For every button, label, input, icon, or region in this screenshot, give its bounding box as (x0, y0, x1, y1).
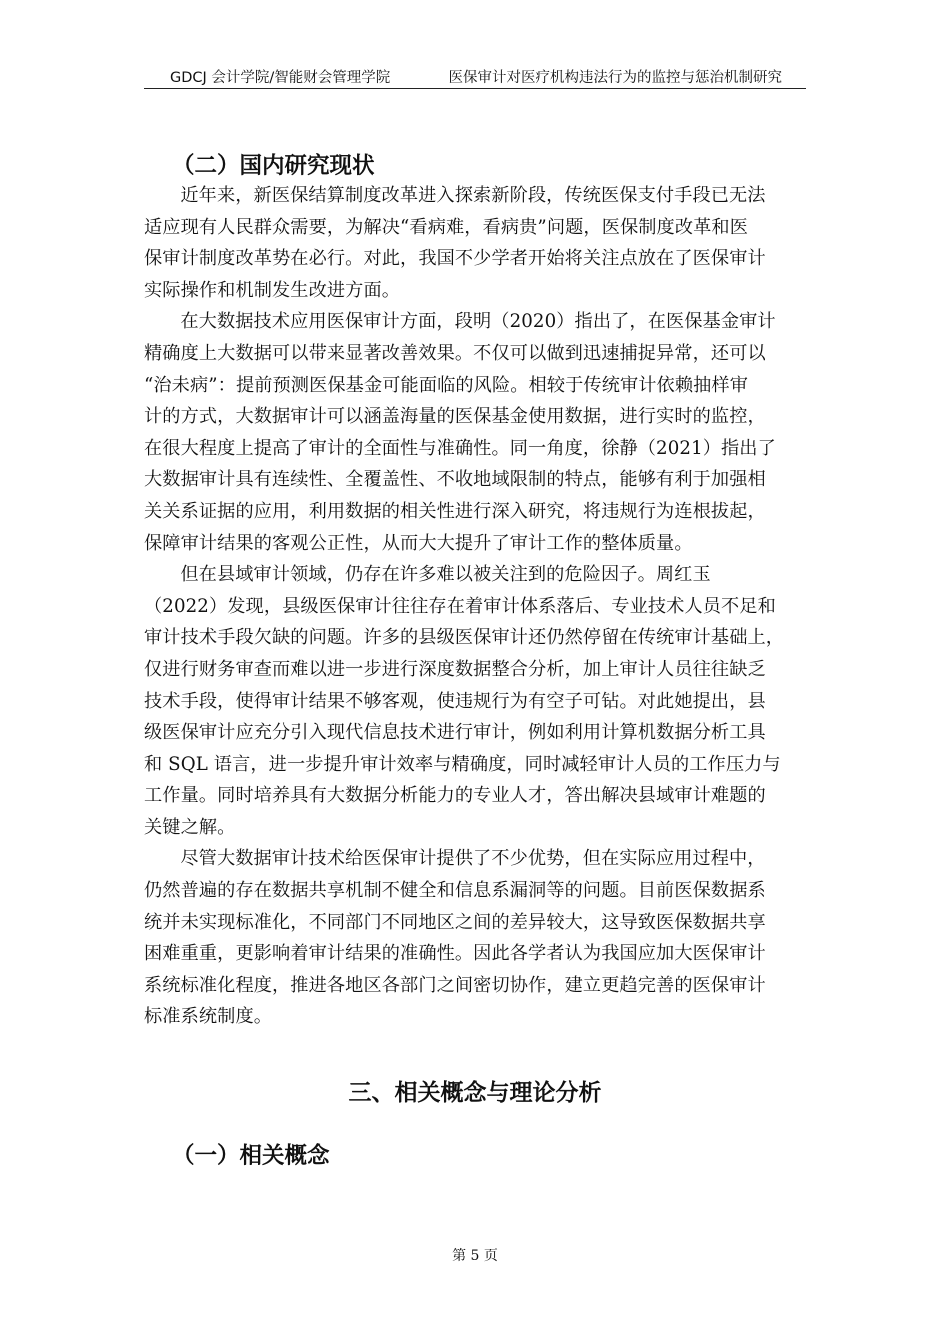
text-line: 计的方式，大数据审计可以涵盖海量的医保基金使用数据，进行实时的监控， (144, 406, 766, 428)
paragraph (144, 180, 806, 306)
text-line: 和 SQL 语言，进一步提升审计效率与精确度，同时减轻审计人员的工作压力与 (144, 753, 781, 775)
section-heading-related-concepts: （一）相关概念 (172, 1143, 330, 1169)
text-line: 系统标准化程度，推进各地区各部门之间密切协作，建立更趋完善的医保审计 (144, 974, 766, 996)
text-line: 但在县域审计领域，仍存在许多难以被关注到的危险因子。周红玉 (180, 564, 711, 586)
text-line: 级医保审计应充分引入现代信息技术进行审计，例如利用计算机数据分析工具 (144, 722, 766, 744)
text-line: 在很大程度上提高了审计的全面性与准确性。同一角度，徐静（2021）指出了 (144, 437, 776, 459)
text-line: 关关系证据的应用，利用数据的相关性进行深入研究，将违规行为连根拔起， (144, 500, 766, 522)
text-line: 技术手段，使得审计结果不够客观，使违规行为有空子可钻。对此她提出，县 (144, 690, 766, 712)
paragraph (144, 843, 806, 1033)
header-school: GDCJ 会计学院/智能财会管理学院 (170, 70, 391, 86)
page-header (144, 64, 806, 89)
text-line: 精确度上大数据可以带来显著改善效果。不仅可以做到迅速捕捉异常，还可以 (144, 342, 766, 364)
page-number: 第 5 页 (452, 1248, 498, 1264)
section-heading-domestic-research: （二）国内研究现状 (172, 153, 375, 179)
text-line: 标准系统制度。 (144, 1006, 273, 1028)
chapter-heading: 三、相关概念与理论分析 (348, 1080, 602, 1106)
text-line: 近年来，新医保结算制度改革进入探索新阶段，传统医保支付手段已无法 (180, 185, 766, 206)
text-line: 实际操作和机制发生改进方面。 (144, 279, 401, 301)
text-line: 关键之解。 (144, 816, 236, 838)
text-line: 统并未实现标准化，不同部门不同地区之间的差异较大，这导致医保数据共享 (144, 911, 766, 933)
text-line: 仅进行财务审查而难以进一步进行深度数据整合分析，加上审计人员往往缺乏 (144, 658, 766, 680)
paragraph (144, 559, 806, 843)
text-line: 适应现有人民群众需要，为解决“看病难，看病贵”问题，医保制度改革和医 (144, 216, 748, 238)
text-line: “治未病”：提前预测医保基金可能面临的风险。相较于传统审计依赖抽样审 (144, 374, 748, 396)
text-line: 尽管大数据审计技术给医保审计提供了不少优势，但在实际应用过程中， (180, 848, 766, 870)
text-line: 在大数据技术应用医保审计方面，段明（2020）指出了，在医保基金审计 (180, 311, 776, 333)
text-line: 保障审计结果的客观公正性，从而大大提升了审计工作的整体质量。 (144, 532, 693, 554)
text-line: 审计技术手段欠缺的问题。许多的县级医保审计还仍然停留在传统审计基础上， (144, 627, 785, 649)
text-line: 保审计制度改革势在必行。对此，我国不少学者开始将关注点放在了医保审计 (144, 248, 766, 270)
body-text (144, 180, 806, 1033)
text-line: 困难重重，更影响着审计结果的准确性。因此各学者认为我国应加大医保审计 (144, 943, 766, 965)
text-line: 大数据审计具有连续性、全覆盖性、不收地域限制的特点，能够有利于加强相 (144, 469, 766, 491)
text-line: 工作量。同时培养具有大数据分析能力的专业人才，答出解决县域审计难题的 (144, 785, 766, 807)
text-line: 仍然普遍的存在数据共享机制不健全和信息系漏洞等的问题。目前医保数据系 (144, 880, 766, 902)
text-line: （2022）发现，县级医保审计往往存在着审计体系落后、专业技术人员不足和 (144, 595, 776, 617)
header-thesis-title: 医保审计对医疗机构违法行为的监控与惩治机制研究 (448, 70, 782, 86)
paragraph (144, 306, 806, 559)
